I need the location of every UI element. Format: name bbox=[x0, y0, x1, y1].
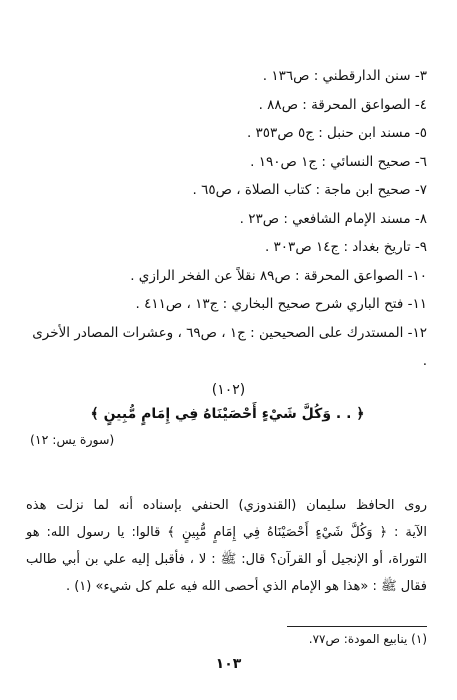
footnote-divider bbox=[287, 626, 427, 627]
reference-item: ١٠- الصواعق المحرقة : ص٨٩ نقلاً عن الفخر الرازي . bbox=[130, 267, 427, 284]
reference-item: ٩- تاريخ بغداد : ج١٤ ص٣٠٣ . bbox=[264, 239, 427, 255]
reference-item: ٨- مسند الإمام الشافعي : ص٢٣ . bbox=[239, 210, 427, 227]
narration-line: الآية : ﴿ وَكُلَّ شَيْءٍ أَحْصَيْنَاهُ فِي إِمَامٍ مُّبِينٍ ﴾ قالوا: يا رسول الله: هو bbox=[26, 525, 427, 540]
reference-item: ٣- سنن الدارقطني : ص١٣٦ . bbox=[262, 68, 427, 84]
section-heading: (١٠٢) bbox=[211, 382, 246, 398]
narration-line: روى الحافظ سليمان (القندوزي) الحنفي بإسناده أنه لما نزلت هذه bbox=[26, 498, 427, 513]
narration-paragraph bbox=[26, 492, 427, 600]
reference-list bbox=[28, 62, 427, 376]
reference-item: ٦- صحيح النسائي : ج١ ص١٩٠ . bbox=[250, 153, 427, 170]
narration-line: التوراة، أو الإنجيل أو القرآن؟ قال: ﷺ : لا ، فأقبل إليه علي بن أبي طالب bbox=[26, 552, 427, 567]
quran-verse: ﴿ . . وَكُلَّ شَيْءٍ أَحْصَيْنَاهُ فِي إِمَامٍ مُّبِينٍ ﴾ bbox=[90, 406, 365, 422]
reference-item: ٤- الصواعق المحرقة : ص٨٨ . bbox=[258, 96, 427, 113]
reference-item: ١٢- المستدرك على الصحيحين : ج١ ، ص٦٩ ، وعشرات المصادر الأخرى . bbox=[32, 324, 427, 369]
reference-item: ٧- صحيح ابن ماجة : كتاب الصلاة ، ص٦٥ . bbox=[192, 182, 427, 198]
reference-item: ٥- مسند ابن حنبل : ج٥ ص٣٥٣ . bbox=[246, 125, 427, 141]
surah-reference: (سورة يس: ١٢) bbox=[30, 432, 115, 447]
page-number: ١٠٣ bbox=[215, 656, 242, 672]
narration-line: فقال ﷺ : «هذا هو الإمام الذي أحصى الله فيه علم كل شيء» (١) . bbox=[65, 579, 427, 594]
footnote: (١) ينابيع المودة: ص٧٧. bbox=[308, 632, 427, 646]
reference-item: ١١- فتح الباري شرح صحيح البخاري : ج١٣ ، ص٤١١ . bbox=[135, 296, 427, 312]
